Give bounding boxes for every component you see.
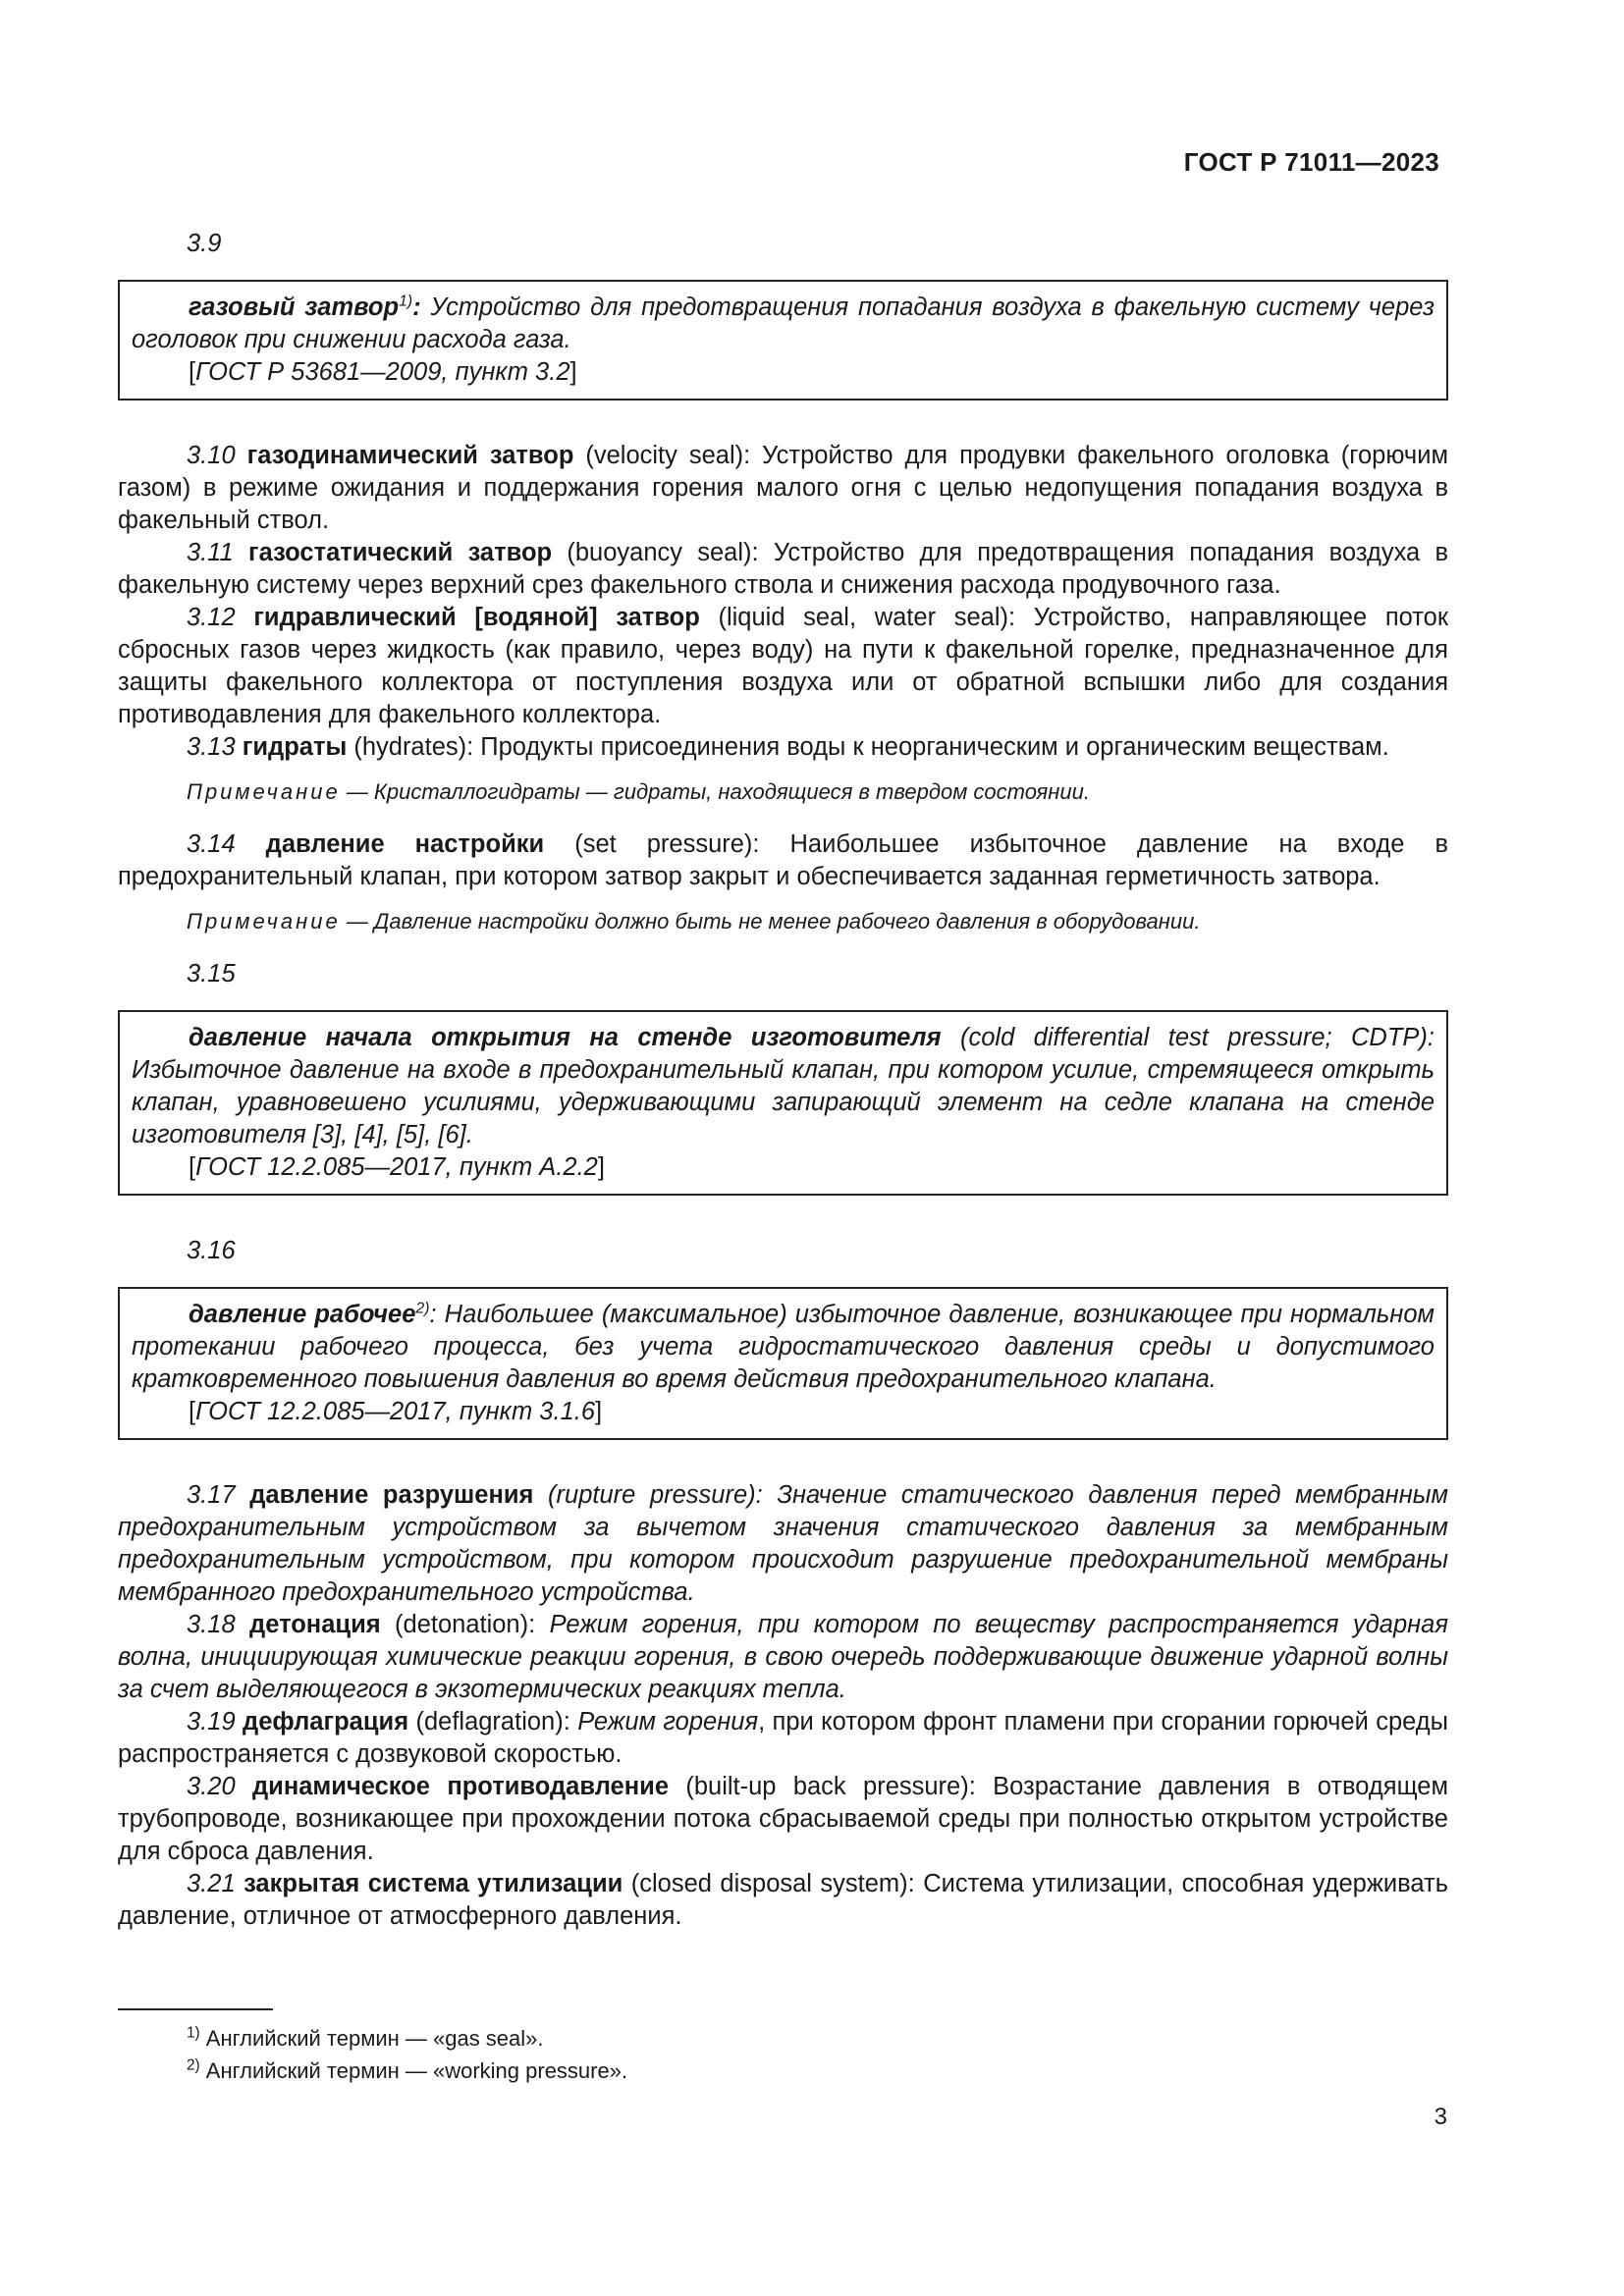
definition: Наибольшее избыточное давление на входе в предохранительный клапан, при котором затвор закрыт и обеспечивается заданная герметичность затвора. xyxy=(118,830,1449,890)
source-ref: ГОСТ Р 53681—2009, пункт 3.2 xyxy=(195,358,570,386)
definition-paragraph xyxy=(118,1868,1448,1933)
term: давление настройки xyxy=(265,830,545,858)
definition-paragraph xyxy=(132,292,1435,356)
term: закрытая система утилизации xyxy=(244,1870,623,1897)
definition-paragraph xyxy=(118,731,1448,764)
footnote xyxy=(187,2055,627,2087)
definition-source: [ГОСТ 12.2.085—2017, пункт А.2.2] xyxy=(189,1153,605,1181)
term: давление разрушения xyxy=(249,1481,534,1509)
term: гидравлический [водяной] затвор xyxy=(253,604,700,631)
term: дефлаграция xyxy=(243,1708,409,1735)
footnote-ref: 1) xyxy=(399,293,413,310)
page-number: 3 xyxy=(1434,2104,1447,2130)
footnote-text: Английский термин — «gas seal». xyxy=(199,2026,544,2051)
definition-paragraph xyxy=(118,1479,1448,1609)
quoted-definition-box xyxy=(118,1287,1448,1440)
note-label: Примечание xyxy=(187,779,341,804)
definition: , при котором фронт пламени при сгорании горючей среды распространяется с дозвуковой скоростью. xyxy=(118,1708,1448,1768)
definition: Устройство для предотвращения попадания воздуха в факельную систему через оголовок при снижении расхода газа. xyxy=(132,294,1435,353)
term: газодинамический затвор xyxy=(246,442,574,469)
entry-number: 3.18 xyxy=(187,1611,236,1638)
source-ref: ГОСТ 12.2.085—2017, пункт А.2.2 xyxy=(195,1153,598,1181)
entry-number: 3.14 xyxy=(187,830,236,858)
note-text: — Давление настройки должно быть не менее рабочего давления в оборудовании. xyxy=(340,909,1201,934)
quoted-definition-box xyxy=(118,280,1448,400)
english-term: (closed disposal system): xyxy=(623,1870,924,1897)
term: динамическое противодавление xyxy=(251,1773,670,1800)
definition: Устройство для продувки факельного оголовка (горючим газом) в режиме ожидания и поддержания горения малого огня с целью недопущения попадания воздуха в факельный ствол. xyxy=(118,442,1448,534)
english-term: (set pressure): xyxy=(544,830,790,858)
quoted-definition-box xyxy=(118,1010,1448,1196)
entry-number: 3.9 xyxy=(187,230,222,257)
definition-paragraph xyxy=(118,828,1448,893)
entry-number: 3.16 xyxy=(187,1237,236,1264)
footnotes xyxy=(187,2022,627,2087)
document-body xyxy=(118,222,1448,1933)
english-term: (built-up back pressure): xyxy=(669,1773,994,1800)
definition-paragraph xyxy=(118,1706,1448,1771)
english-term: (hydrates): xyxy=(347,733,481,761)
term-colon: : xyxy=(429,1301,437,1328)
english-term: (rupture pressure): xyxy=(533,1481,778,1509)
term: детонация xyxy=(249,1611,381,1638)
note-label: Примечание xyxy=(187,909,341,934)
footnote-separator xyxy=(118,2008,273,2010)
footnote-mark: 2) xyxy=(187,2056,200,2074)
entry-number: 3.17 xyxy=(187,1481,236,1509)
english-term: (detonation): xyxy=(380,1611,550,1638)
definition: Продукты присоединения воды к неорганическим и органическим веществам. xyxy=(480,733,1389,761)
definition-paragraph xyxy=(118,1609,1448,1706)
definition-paragraph xyxy=(118,537,1448,602)
definition-source: [ГОСТ 12.2.085—2017, пункт 3.1.6] xyxy=(189,1398,603,1425)
source-ref: ГОСТ 12.2.085—2017, пункт 3.1.6 xyxy=(195,1398,596,1425)
entry-number: 3.12 xyxy=(187,604,236,631)
document-id: ГОСТ Р 71011—2023 xyxy=(1183,147,1439,177)
definition: Наибольшее (максимальное) избыточное давление, возникающее при нормальном протекании рабочего процесса, без учета гидростатического давления среды и допустимого кратковременного повышения давления во время действия предохранительного клапана. xyxy=(132,1301,1435,1393)
english-term: (cold differential test pressure; CDTP): xyxy=(941,1024,1435,1051)
entry-number: 3.20 xyxy=(187,1773,236,1800)
term: газостатический затвор xyxy=(248,539,553,566)
note xyxy=(118,777,1448,807)
term-colon: : xyxy=(412,294,421,321)
entry-number: 3.15 xyxy=(187,960,236,988)
entry-number: 3.21 xyxy=(187,1870,236,1897)
definition: Устройство для предотвращения попадания воздуха в факельную систему через верхний срез факельного ствола и снижения расхода продувочного газа. xyxy=(118,539,1449,599)
definition: Возрастание давления в отводящем трубопроводе, возникающее при прохождении потока сбрасываемой среды при полностью открытом устройстве для сброса давления. xyxy=(118,1773,1449,1865)
definition: Значение статического давления перед мембранным предохранительным устройством за вычетом значения статического давления за мембранным предохранительным устройством, при котором происходит разрушение предохранительной мембраны мембранного предохранительного устройства. xyxy=(118,1481,1448,1606)
term: давление рабочее xyxy=(189,1301,416,1328)
definition: Режим горения, при котором по веществу распространяется ударная волна, инициирующая химические реакции горения, в свою очередь поддерживающие движение ударной волны за счет выделяющегося в экзотермических реакциях тепла. xyxy=(118,1611,1448,1703)
definition-emphasis: Режим горения xyxy=(577,1708,759,1735)
definition-paragraph xyxy=(132,1022,1435,1151)
footnote-ref: 2) xyxy=(415,1300,430,1317)
definition-paragraph xyxy=(118,1771,1448,1868)
term: давление начала открытия на стенде изготовителя xyxy=(189,1024,942,1051)
english-term: (velocity seal): xyxy=(573,442,763,469)
definition-paragraph xyxy=(118,602,1448,731)
definition-paragraph xyxy=(132,1299,1435,1396)
definition: Устройство, направляющее поток сбросных газов через жидкость (как правило, через воду) на пути к факельной горелке, предназначенное для защиты факельного коллектора от поступления воздуха или от обратной вспышки либо для создания противодавления для факельного коллектора. xyxy=(118,604,1448,728)
footnote-text: Английский термин — «working pressure». xyxy=(199,2058,628,2083)
entry-number: 3.13 xyxy=(187,733,236,761)
english-term: (deflagration): xyxy=(408,1708,578,1735)
term: газовый затвор xyxy=(189,294,400,321)
entry-number: 3.10 xyxy=(187,442,236,469)
definition: Система утилизации, способная удерживать давление, отличное от атмосферного давления. xyxy=(118,1870,1448,1930)
definition: Избыточное давление на входе в предохранительный клапан, при котором усилие, стремящееся открыть клапан, уравновешено усилиями, удерживающими запирающий элемент на седле клапана на стенде изготовителя [3], [4], [5], [6]. xyxy=(132,1056,1435,1148)
definition-paragraph xyxy=(118,440,1448,537)
definition-source: [ГОСТ Р 53681—2009, пункт 3.2] xyxy=(189,358,577,386)
note-text: — Кристаллогидраты — гидраты, находящиеся в твердом состоянии. xyxy=(340,779,1090,804)
footnote xyxy=(187,2022,627,2055)
entry-number: 3.11 xyxy=(187,539,234,566)
english-term: (buoyancy seal): xyxy=(552,539,774,566)
entry-number: 3.19 xyxy=(187,1708,236,1735)
footnote-mark: 1) xyxy=(187,2024,200,2042)
term: гидраты xyxy=(242,733,348,761)
note xyxy=(118,907,1448,936)
english-term: (liquid seal, water seal): xyxy=(699,604,1034,631)
